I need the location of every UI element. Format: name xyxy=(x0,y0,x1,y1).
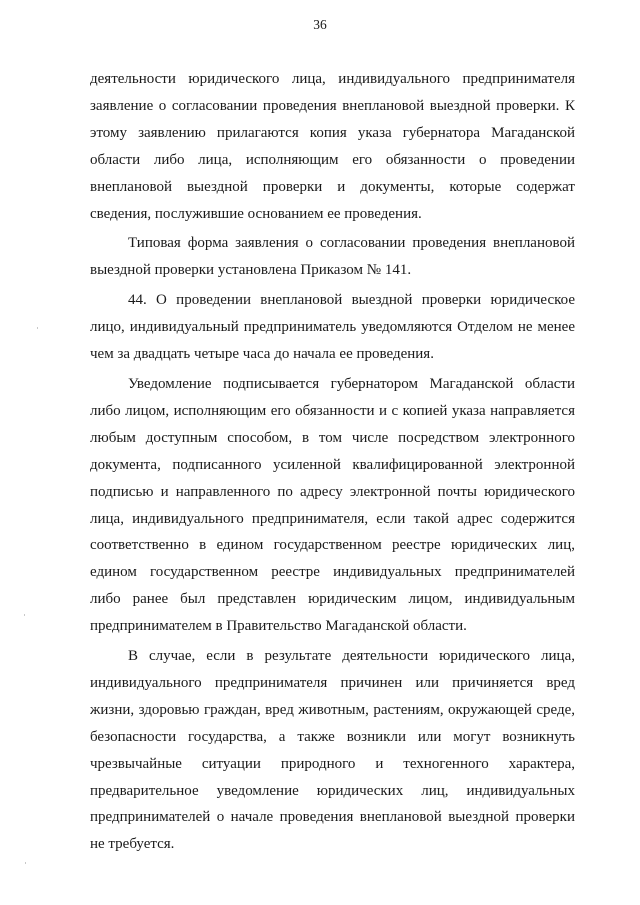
text-line: лицо, индивидуальный предприниматель уведомляются Отделом не менее xyxy=(90,319,575,336)
scan-artifact xyxy=(37,327,38,329)
text-line: либо ранее был представлен юридическим лицом, индивидуальным xyxy=(90,591,575,608)
text-line: едином государственном реестре индивидуальных предпринимателей xyxy=(90,564,575,581)
document-body xyxy=(90,66,575,858)
scan-artifact xyxy=(25,862,26,864)
text-line: области либо лица, исполняющим его обязанности о проведении xyxy=(90,151,575,168)
text-line: В случае, если в результате деятельности юридического лица, xyxy=(128,648,575,665)
text-line: Типовая форма заявления о согласовании проведения внеплановой xyxy=(128,235,575,252)
text-line: лица, индивидуального предпринимателя, если такой адрес содержится xyxy=(90,510,575,527)
text-line: деятельности юридического лица, индивидуального предпринимателя xyxy=(90,71,575,87)
text-line: этому заявлению прилагаются копия указа губернатора Магаданской xyxy=(90,124,575,141)
text-line: выездной проверки установлена Приказом № 141. xyxy=(90,262,412,279)
text-line: не требуется. xyxy=(90,836,175,853)
paragraph xyxy=(90,66,575,227)
text-line: либо лицом, исполняющим его обязанности и с копией указа направляется xyxy=(90,402,575,419)
text-line: жизни, здоровью граждан, вред животным, растениям, окружающей среде, xyxy=(90,701,575,718)
text-line: документа, подписанного усиленной квалифицированной электронной xyxy=(90,456,575,473)
text-line: предпринимателей о начале проведения внеплановой выездной проверки xyxy=(90,809,575,826)
text-line: индивидуального предпринимателя причинен или причиняется вред xyxy=(90,674,575,691)
text-line: предварительное уведомление юридических лиц, индивидуальных xyxy=(90,782,575,799)
text-line: подписью и направленного по адресу электронной почты юридического xyxy=(90,483,575,500)
paragraph xyxy=(90,287,575,368)
text-line: 44. О проведении внеплановой выездной проверки юридическое xyxy=(128,292,575,309)
text-line: чем за двадцать четыре часа до начала ее проведения. xyxy=(90,346,434,363)
text-line: сведения, послужившие основанием ее проведения. xyxy=(90,205,422,222)
page-number: 36 xyxy=(313,17,327,32)
text-line: заявление о согласовании проведения внеплановой выездной проверки. К xyxy=(90,97,575,114)
text-line: внеплановой выездной проверки и документы, которые содержат xyxy=(90,178,575,195)
text-line: чрезвычайные ситуации природного и техногенного характера, xyxy=(90,755,575,772)
paragraph xyxy=(90,230,575,284)
text-line: предпринимателем в Правительство Магаданской области. xyxy=(90,618,467,635)
scan-artifact xyxy=(24,614,25,616)
paragraph xyxy=(90,371,575,640)
text-line: соответственно в едином государственном реестре юридических лиц, xyxy=(90,537,575,554)
text-line: любым доступным способом, в том числе посредством электронного xyxy=(90,429,575,446)
text-line: Уведомление подписывается губернатором Магаданской области xyxy=(128,375,575,392)
paragraph xyxy=(90,643,575,858)
text-line: безопасности государства, а также возникли или могут возникнуть xyxy=(90,728,575,745)
